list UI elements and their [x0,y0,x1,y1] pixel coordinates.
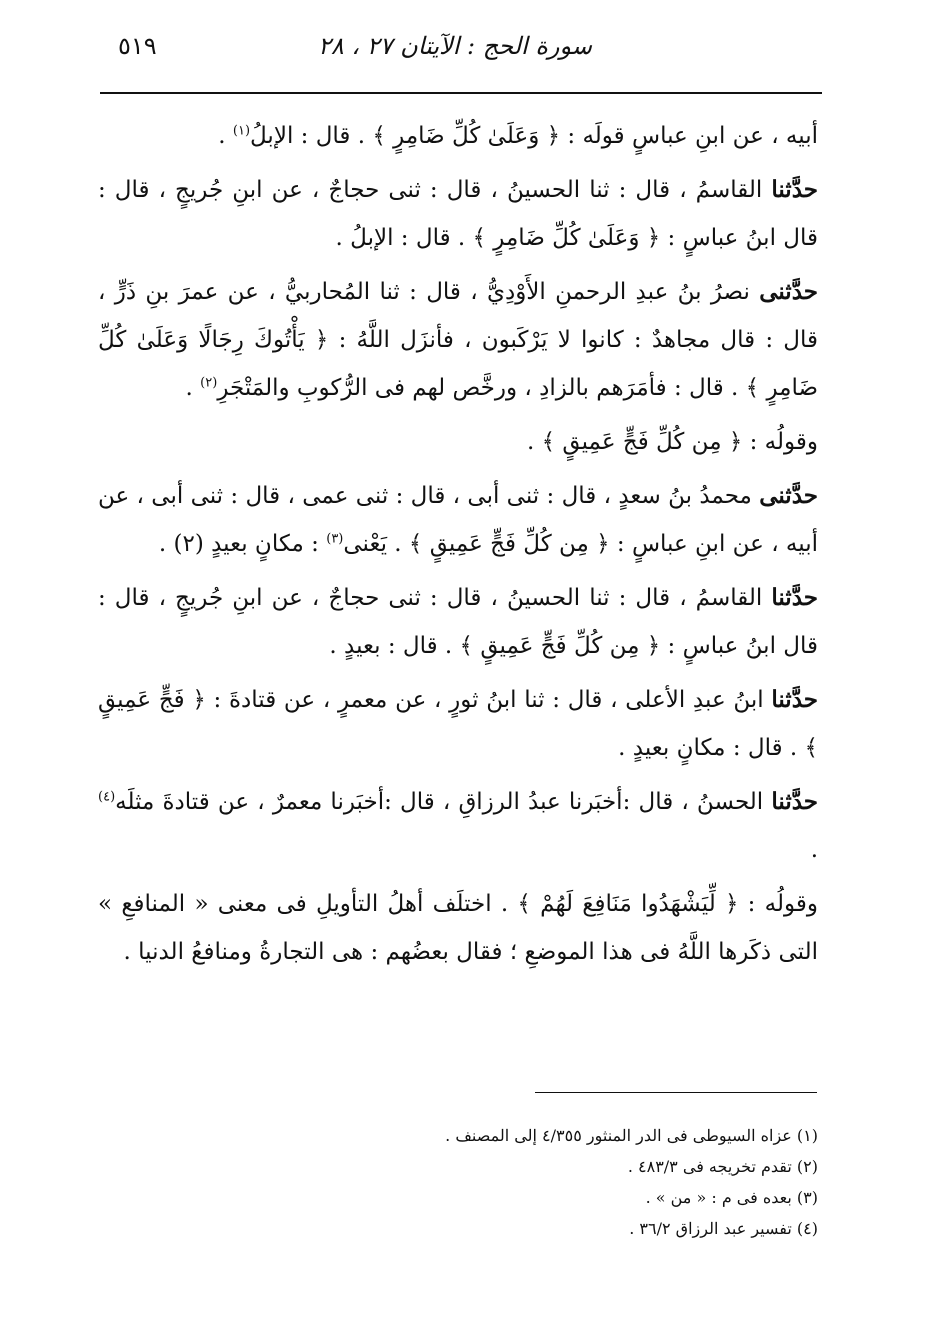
paragraph: حدَّثنى نصرُ بنُ عبدِ الرحمنِ الأَوْدِيُّ ، قال : ثنا المُحاربيُّ ، عن عمرَ بنِ ذَرٍّ ، قال : قال مجاهدٌ : كانوا لا يَرْكَبون ، فأنزَل اللَّهُ : ﴿ يَأْتُوكَ رِجَالًا وَعَلَىٰ كُلِّ ضَامِرٍ ﴾ . قال : فأمَرَهم بالزادِ ، ورخَّص لهم فى الرُّكوبِ والمَتْجَرِ$^{(٢)}$ . [98,278,818,401]
footnote-ref: (٣) [326,531,344,547]
paragraph: حدَّثنا القاسمُ ، قال : ثنا الحسينُ ، قال : ثنى حجاجٌ ، عن ابنِ جُريجٍ ، قال : قال ابنُ عباسٍ : ﴿ مِن كُلِّ فَجٍّ عَمِيقٍ ﴾ . قال : بعيدٍ . [98,584,818,659]
narration-lead: حدَّثنى [759,278,818,305]
footnote-ref: (٤) [98,789,116,805]
footnotes [300,1120,818,1244]
footnote: (٤) تفسير عبد الرزاق ٣٦/٢ . [629,1219,818,1238]
footnote: (٣) بعده فى م : « من » . [645,1188,818,1207]
narration-lead: حدَّثنى [759,482,818,509]
footnote-ref: (١) [232,123,251,139]
running-header [100,28,822,68]
paragraph: حدَّثنا ابنُ عبدِ الأعلى ، قال : ثنا ابنُ ثورٍ ، عن معمرٍ ، عن قتادةَ : ﴿ فَجٍّ عَمِيقٍ ﴾ . قال : مكانٍ بعيدٍ . [98,686,818,761]
footnote: (١) عزاه السيوطى فى الدر المنثور ٤/٣٥٥ إلى المصنف . [445,1126,818,1145]
paragraph: وقولُه : ﴿ لِّيَشْهَدُوا مَنَافِعَ لَهُمْ ﴾ . اختلَف أهلُ التأويلِ فى معنى « المنافعِ » التى ذكَرها اللَّهُ فى هذا الموضعِ ؛ فقال بعضُهم : هى التجارةُ ومنافعُ الدنيا . [98,891,818,965]
paragraph: حدَّثنى محمدُ بنُ سعدٍ ، قال : ثنى أبى ، قال : ثنى عمى ، قال : ثنى أبى ، عن أبيه ، عن ابنِ عباسٍ : ﴿ مِن كُلِّ فَجٍّ عَمِيقٍ ﴾ . يَعْنى$^{(٣)}$ : مكانٍ بعيدٍ (٢) . [98,482,818,557]
footnote-divider [535,1092,817,1093]
surah-title: سورة الحج : الآيتان ٢٧ ، ٢٨ [317,32,592,60]
narration-lead: حدَّثنا [771,686,818,713]
header-divider [100,92,822,94]
page-number: ٥١٩ [118,32,157,60]
main-text [98,112,818,982]
paragraph: حدَّثنا القاسمُ ، قال : ثنا الحسينُ ، قال : ثنى حجاجٌ ، عن ابنِ جُريجٍ ، قال : قال ابنُ عباسٍ : ﴿ وَعَلَىٰ كُلِّ ضَامِرٍ ﴾ . قال : الإبلُ . [98,176,818,251]
narration-lead: حدَّثنا [771,584,818,611]
footnote-ref: (٢) [200,375,218,391]
paragraph: وقولُه : ﴿ مِن كُلِّ فَجٍّ عَمِيقٍ ﴾ . [526,429,818,455]
narration-lead: حدَّثنا [771,788,819,815]
paragraph: حدَّثنا الحسنُ ، قال :أخبَرنا عبدُ الرزاقِ ، قال :أخبَرنا معمرٌ ، عن قتادةَ مثلَه$^{(٤)}$ . [98,788,819,863]
paragraph: أبيه ، عن ابنِ عباسٍ قولَه : ﴿ وَعَلَىٰ كُلِّ ضَامِرٍ ﴾ . قال : الإبلُ$^{(١)}$ . [218,123,818,149]
narration-lead: حدَّثنا [771,176,818,203]
footnote: (٢) تقدم تخريجه فى ٤٨٣/٣ . [627,1157,818,1176]
